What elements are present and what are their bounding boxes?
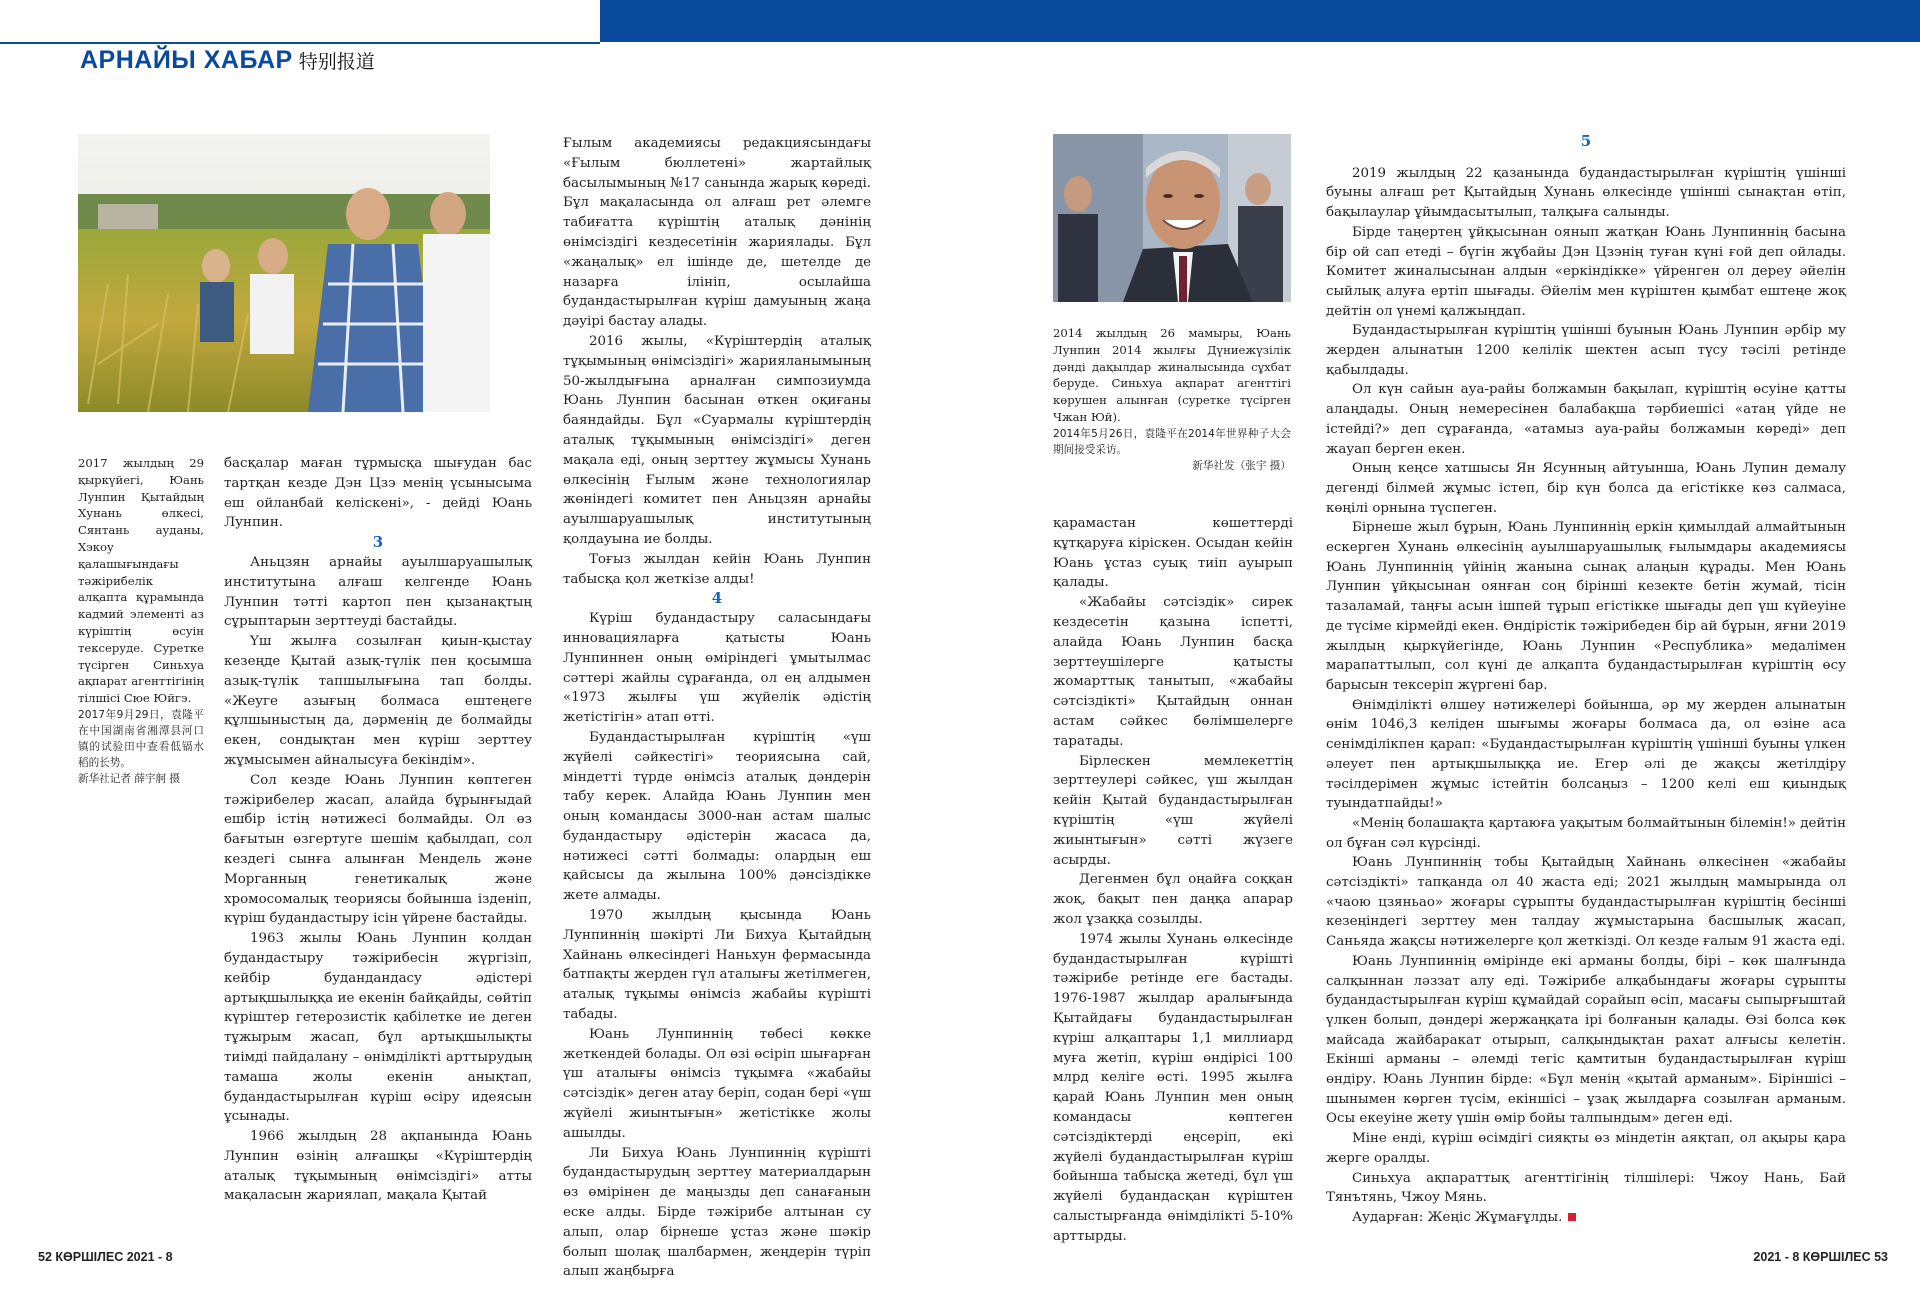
paragraph: Синьхуа ақпараттық агенттігінің тілшілері: Чжоу Нань, Бай Тянътянь, Чжоу Мянь.	[1326, 1170, 1846, 1206]
paragraph: Ғылым академиясы редакциясындағы «Ғылым бюллетені» жартайлық басылымының №17 санында жарық көреді. Бұл мақаласында ол алғаш рет әлемге табиғатта күріштің аталық дәнінің өнімсіздігі кездесетінін жариялады. Бұл «жаңалық» ел ішінде де, шетелде де назарға ілініп, осылайша будандастырылған күріш дамуының жаңа дәуірі бастау алады.	[563, 136, 871, 330]
photo2-caption	[1053, 325, 1291, 474]
header-rule	[0, 42, 600, 44]
paragraph: 1970 жылдың қысында Юань Лунпиннің шәкірті Ли Бихуа Қытайдың Хайнань өлкесіндегі Наньхун фермасында батпақты жерден гүл аталығы жетілмеген, аталық тұқымы өнімсіз жабайы күрішті табады.	[563, 908, 871, 1023]
paragraph: Будандастырылған күріштің «үш жүйелі сәйкестігі» теориясына сай, міндетті түрде өнімсіз аталық дәндерін табу керек. Алайда Юань Лунпин мен оның командасы 3000-нан астам шалыс будандастыру әдістерін жасаса да, нәтижесі сәтті болмады: олардың еш қайсысы да жылына 100% дәнсіздікке жете алмады.	[563, 729, 871, 904]
paragraph: Юань Лунпиннің төбесі көкке жеткендей болады. Ол өзі өсіріп шығарған үш аталығы өнімсіз тұқымға «жабайы сәтсіздік» деген атау беріп, содан бері «үш жүйелі жиынтығын» жетістікке жолы ашылды.	[563, 1026, 871, 1141]
article-column-2	[563, 134, 871, 1282]
article-column-1	[224, 454, 532, 1206]
article-column-3	[1053, 514, 1293, 1246]
photo2-caption-zh: 2014年5月26日，袁隆平在2014年世界种子大会期间接受采访。	[1053, 427, 1291, 456]
paragraph: Юань Лунпиннің тобы Қытайдың Хайнань өлкесінен «жабайы сәтсіздікті» тапқанда ол 40 жаста еді; 2021 жылдың мамырында ол «чаою цзяньао» жоғары сұрыпты будандастырылған күріштің бесінші кезеңіндегі зерттеу мен талдау жұмыстарына басшылық жасап, Саньяда жақсы нәтижелерге қол жеткізді. Ол кезде ғалым 91 жаста еді.	[1326, 855, 1846, 950]
header-color-bar	[600, 0, 1920, 42]
paragraph: Тоғыз жылдан кейін Юань Лунпин табысқа қол жеткізе алды!	[563, 551, 871, 587]
paragraph: Ол күн сайын ауа-райы болжамын бақылап, күріштің өсуіне қатты алаңдады. Оның немересінен балабақша тәрбиешісі «атаң үйде не істейді?» деп сұрағанда, «атамыз ауа-райы болжамын көреді» деп жауап берген екен.	[1326, 382, 1846, 457]
paragraph: қарамастан көшеттерді құтқаруға кіріскен. Осыдан кейін Юань ұстаз суық тиіп ауырып қалады.	[1053, 516, 1293, 591]
portrait-photo	[1053, 134, 1291, 302]
paragraph: «Менің болашақта қартаюға уақытым болмайтынын білемін!» дейтін ол бұған сәл күрсінді.	[1326, 815, 1846, 851]
page-number-left: 52 КӨРШІЛЕС 2021 - 8	[38, 1250, 173, 1264]
section-title-zh: 特别报道	[298, 51, 375, 73]
paragraph: Бірнеше жыл бұрын, Юань Лунпиннің еркін қимылдай алмайтынын ескерген Хунань өлкесінің ауылшаруашылық ғылымдары академиясы Юань Лунпиннің үйінің жанына сынақ алаңын құрады. Мен Юань Лунпин ұйқысынан оянған соң бірінші кезекте бетін жумай, тісін тазаламай, таңғы асын ішпей тұрып егістікке шығады деп үш күйеуіне де түсіме кірмейді екен. Өндірістік тәжірибеден бір ай бұрын, яғни 2019 жылдың қыркүйегінде, Юань Лунпин «Республика» медалімен марапаттылып, сол күні де алқапта будандастырылған күріштің өсу барысын тексеріп жүргені бар.	[1326, 520, 1846, 693]
translator: Аударған: Жеңіс Жұмағұлды.	[1352, 1209, 1563, 1225]
photo2-credit: 新华社发（张宇 摄）	[1192, 459, 1291, 472]
paragraph: Будандастырылған күріштің үшінші буынын Юань Лунпин әрбір му жерден алынатын 1200 келілік шектен асып түсу тәсілі ретінде қабылдады.	[1326, 323, 1846, 378]
paragraph: Аньцзян арнайы ауылшаруашылық институтына алғаш келгенде Юань Лунпин тәтті картоп пен қызанақтың сұрыптарын зерттеуді бастайды.	[224, 554, 532, 630]
paragraph: басқалар маған тұрмысқа шығудан бас тартқан кезде Дэн Цзэ менің үсынысыма еш ойланбай келіскені», - дейді Юань Лунпин.	[224, 456, 532, 531]
chapter-number-5: 5	[1580, 132, 1592, 150]
paragraph: Күріш будандастыру саласындағы инновацияларға қатысты Юань Лунпиннен оның өміріндегі ұмытылмас сәттері жайлы сұрағанда, ол ең алдымен «1973 жылғы үш жүйелік әдістің жетістігін» атап өтті.	[563, 611, 871, 726]
rice-field-photo	[78, 134, 490, 412]
section-title	[80, 46, 375, 75]
section-title-kz: АРНАЙЫ ХАБАР	[80, 46, 293, 74]
paragraph: 2019 жылдың 22 қазанында будандастырылған күріштің үшінші буыны алғаш рет Қытайдың Хунань өлкесінде үшінші сынақтан өтіп, бақылаулар ұйымдасытылып, талқыға салынды.	[1326, 165, 1846, 221]
paragraph: 1974 жылы Хунань өлкесінде будандастырылған күрішті тәжірибе ретінде еге бастады. 1976-1987 жылдар аралығында Қытайдағы будандастырылған күріш алқаптары 1,1 миллиард муға жетіп, күріш өндірісі 100 млрд келіге өсті. 1995 жылға қарай Юань Лунпин мен оның командасы көптеген сәтсіздіктерді еңсеріп, екі жүйелі будандастырылған күріш бойынша табысқа жетеді, бұл үш жүйелі будандасқан күріштен салыстырғанда өнімділікті 5-10% арттырды.	[1053, 931, 1293, 1244]
paragraph: 1963 жылы Юань Лунпин қолдан будандастыру тәжірибесін жүргізіп, кейбір будандандасу әдістері артықшылыққа ие екенін байқайды, сөйтіп күріштер гетерозистік қабілетке ие деген тұжырым жасап, бұл артықшылықты тиімді пайдалану – өнімділікті арттырудың тамаша жолы екенін анықтап, будандастырылған күріш өсіру идеясын ұсынады.	[224, 931, 532, 1125]
paragraph: Бірде таңертең ұйқысынан оянып жатқан Юань Лунпиннің басына бір ой сап етеді – бүгін жұбайы Дэн Цзэнің туған күні ғой деп ойлады. Комитет жиналысынан алдын «еркіндікке» үйренген ол дереу әйелін сыйлық алуға ертіп шығады. Әйелім мен күріштен қымбат ештеңе жоқ дейтін ол үнемі қалжыңдап.	[1326, 224, 1846, 319]
paragraph: Дегенмен бұл оңайға соққан жоқ, бақыт пен даңқа апарар жол ұзаққа созылды.	[1053, 872, 1293, 927]
paragraph: 2016 жылы, «Күріштердің аталық тұқымының өнімсіздігі» жарияланымының 50-жылдығына арналған симпозиумда Юань Лунпин басынан өткен оқиғаны баяндайды. Бұл «Суармалы күріштердің аталық тұқымының өнімсіздігі» деген мақала еді, оның зерттеу жұмысы Хунань өлкесінің Ғылым және технологиялар жөніндегі комитет пен Аньцзян арнайы ауылшаруашылық институтының қолдауына ие болды.	[563, 333, 871, 547]
chapter-number-4: 4	[711, 589, 723, 608]
translator-line	[1326, 1208, 1846, 1228]
paragraph: Ли Бихуа Юань Лунпиннің күрішті будандастырудың зерттеу материалдарын өз өмірінен де маңызды деп санағанын еске алды. Бірде тәжірибе алтынан су алып, олар бірнеше ұстаз және шәкір болып шолақ шалбармен, жеңдерін түріп алып жаңбырға	[563, 1145, 871, 1280]
chapter-number-3: 3	[372, 533, 384, 552]
article-column-4	[1326, 120, 1846, 1228]
photo2-caption-kz: 2014 жылдың 26 мамыры, Юань Лунпин 2014 жылғы Дүниежүзілік дәнді дақылдар жиналысында сұхбат беруде. Синьхуа ақпарат агенттігі көрушен алынған (суретке түсірген Чжан Юй).	[1053, 326, 1291, 424]
page-number-right: 2021 - 8 КӨРШІЛЕС 53	[1753, 1250, 1888, 1264]
paragraph: Оның кеңсе хатшысы Ян Ясунның айтуынша, Юань Лупин демалу дегенді білмей жұмыс істеп, бір күн болса да егістікке көз салмаса, көңілі орнына түспеген.	[1326, 461, 1846, 516]
end-mark-icon	[1568, 1213, 1576, 1221]
paragraph: 1966 жылдың 28 ақпанында Юань Лунпин өзінің алғашқы «Күріштердің аталық тұқымының өнімсіздігі» атты мақаласын жариялап, мақала Қытай	[224, 1129, 532, 1204]
paragraph: Өнімділікті өлшеу нәтижелері бойынша, әр му жерден алынатын өнім 1046,3 келіден шығымы жоғары болмаса да, ол өзіне аса сенімділікпен қарап: «Будандастырылған күріштің үшінші буыны үлкен әлеует пен артықшылыққа ие. Егер әлі де жақсы жетілдіру тәсілдерімен жұмыс істейтін болсаңыз – 1200 келі еш қиындық туындатпайды!»	[1326, 697, 1846, 812]
photo1-caption	[78, 455, 204, 787]
paragraph: Үш жылға созылған қиын-қыстау кезеңде Қытай азық-түлік пен қосымша азық-түлік тапшылығына тап болды. «Жеуге азығың болмаса ештеңеге құлшыныстың да, дәрменің де болмайды екен, сондықтан мен күріш зерттеу жұмысымен айналысуға бекіндім».	[224, 634, 532, 768]
paragraph: Юань Лунпиннің өмірінде екі арманы болды, бірі – көк шалғында салқыннан ләззат алу еді. Тәжірибе алқабындағы жоғары сұрыпты будандастырылған күріш құмайдай сорайып өсіп, масағы сыпырғыштай үлкен болып, дәндері жержаңқата ірі болғанын қалады. Өзі болса көк майсада жайбаракат отырып, салқындықтан рахат алғысы келетін. Екінші арманы – әлемді тегіс қамтитын будандастырылған күріш өндіру. Юань Лунпин бірде: «Бұл менің «қытай арманым». Біріншісі – шынымен көрген түсім, екіншісі – ұзақ жылдарға созылған арманым. Осы екеуіне жету үшін өмір бойы талпындым» деген еді.	[1326, 953, 1846, 1127]
paragraph: Міне енді, күріш өсімдігі сияқты өз міндетін аяқтап, ол ақыры қара жерге оралды.	[1326, 1131, 1846, 1166]
paragraph: «Жабайы сәтсіздік» сирек кездесетін қазына іспетті, алайда Юань Лунпин басқа зерттеушілерге қатысты жомарттық танытып, «жабайы сәтсіздікті» Қытайдың оннан астам сәйкес бөлімшелерге таратады.	[1053, 595, 1293, 749]
paragraph: Сол кезде Юань Лунпин көптеген тәжірибелер жасап, алайда бұрынғыдай ешбір істің нәтижесі болмайды. Ол өз бағытын өзгертуге шешім қабылдап, сол кездегі сынға алынған Мендель және Морганның генетикалық және хромосомалық теориясы бойынша ізденіп, күріш будандастыру ісін үйрене бастайды.	[224, 772, 532, 927]
photo1-credit: 新华社记者 薛宇舸 摄	[78, 772, 181, 785]
photo1-caption-zh: 2017年9月29日，袁隆平在中国湖南省湘潭县河口镇的试验田中查看低镉水稻的长势。	[78, 708, 204, 769]
photo1-caption-kz: 2017 жылдың 29 қыркүйегі, Юань Лунпин Қытайдың Хунань өлкесі, Сянтань ауданы, Хэкоу қалашығындағы тәжірибелік алқапта құрамында кадмий элементі аз күріштің өсуін тексеруде. Суретке түсірген Синьхуа ақпарат агенттігінің тілшісі Сюе Юйгэ.	[78, 456, 204, 706]
paragraph: Бірлескен мемлекеттің зерттеулері сәйкес, үш жылдан кейін Қытай будандастырылған күріштің «үш жүйелі жиынтығын» сәтті жүзеге асырды.	[1053, 753, 1293, 868]
